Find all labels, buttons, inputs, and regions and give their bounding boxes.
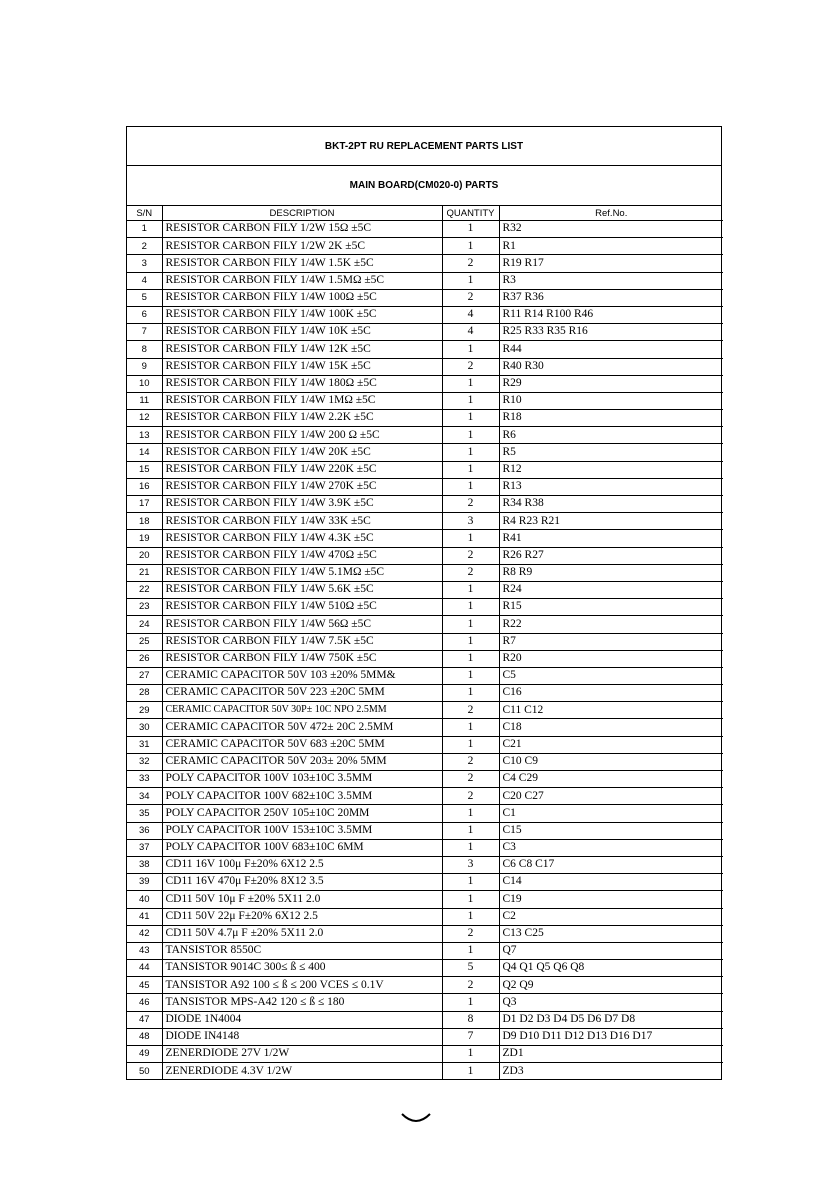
table-row [127,564,723,581]
table-row [127,667,723,684]
row-description-cell: CERAMIC CAPACITOR 50V 472± 20C 2.5MM [162,719,442,736]
table-row [127,633,723,650]
row-quantity-cell: 1 [442,667,499,684]
row-sn-cell: 44 [127,960,162,977]
row-ref-cell: R40 R30 [499,358,723,375]
row-description-cell: RESISTOR CARBON FILY 1/2W 15Ω ±5C [162,221,442,238]
row-description-cell: RESISTOR CARBON FILY 1/4W 56Ω ±5C [162,616,442,633]
row-sn-cell: 48 [127,1028,162,1045]
row-ref-cell: R15 [499,599,723,616]
row-sn-cell: 24 [127,616,162,633]
row-sn-cell: 31 [127,736,162,753]
row-quantity-cell: 5 [442,960,499,977]
table-row [127,324,723,341]
row-sn-cell: 3 [127,255,162,272]
row-quantity-cell: 2 [442,702,499,719]
row-description-cell: POLY CAPACITOR 250V 105±10C 20MM [162,805,442,822]
row-sn-cell: 29 [127,702,162,719]
row-quantity-cell: 1 [442,392,499,409]
row-ref-cell: C10 C9 [499,753,723,770]
row-ref-cell: C15 [499,822,723,839]
table-row [127,753,723,770]
table-row [127,977,723,994]
row-quantity-cell: 3 [442,513,499,530]
row-ref-cell: R25 R33 R35 R16 [499,324,723,341]
row-description-cell: RESISTOR CARBON FILY 1/4W 15K ±5C [162,358,442,375]
row-ref-cell: Q3 [499,994,723,1011]
row-quantity-cell: 4 [442,324,499,341]
section-title: MAIN BOARD(CM020-0) PARTS [127,166,721,206]
row-quantity-cell: 1 [442,633,499,650]
table-row [127,221,723,238]
row-sn-cell: 7 [127,324,162,341]
row-quantity-cell: 1 [442,874,499,891]
row-ref-cell: R18 [499,410,723,427]
row-quantity-cell: 2 [442,547,499,564]
row-description-cell: RESISTOR CARBON FILY 1/4W 10K ±5C [162,324,442,341]
row-description-cell: TANSISTOR A92 100 ≤ ß ≤ 200 VCES ≤ 0.1V [162,977,442,994]
row-description-cell: POLY CAPACITOR 100V 683±10C 6MM [162,839,442,856]
row-ref-cell: R41 [499,530,723,547]
row-ref-cell: R7 [499,633,723,650]
table-row [127,685,723,702]
row-quantity-cell: 2 [442,925,499,942]
row-description-cell: RESISTOR CARBON FILY 1/4W 270K ±5C [162,478,442,495]
row-ref-cell: C14 [499,874,723,891]
table-row [127,822,723,839]
row-quantity-cell: 1 [442,616,499,633]
row-sn-cell: 13 [127,427,162,444]
row-ref-cell: R22 [499,616,723,633]
row-quantity-cell: 2 [442,977,499,994]
row-sn-cell: 26 [127,650,162,667]
table-row [127,478,723,495]
row-description-cell: DIODE IN4148 [162,1028,442,1045]
row-ref-cell: R4 R23 R21 [499,513,723,530]
row-description-cell: RESISTOR CARBON FILY 1/4W 470Ω ±5C [162,547,442,564]
row-sn-cell: 50 [127,1063,162,1080]
row-sn-cell: 37 [127,839,162,856]
row-quantity-cell: 1 [442,478,499,495]
row-description-cell: RESISTOR CARBON FILY 1/4W 180Ω ±5C [162,375,442,392]
row-quantity-cell: 2 [442,788,499,805]
row-quantity-cell: 1 [442,341,499,358]
row-sn-cell: 46 [127,994,162,1011]
row-description-cell: RESISTOR CARBON FILY 1/4W 220K ±5C [162,461,442,478]
row-sn-cell: 10 [127,375,162,392]
row-quantity-cell: 1 [442,839,499,856]
row-quantity-cell: 2 [442,289,499,306]
row-ref-cell: R32 [499,221,723,238]
table-row [127,719,723,736]
table-row [127,702,723,719]
row-sn-cell: 12 [127,410,162,427]
row-sn-cell: 16 [127,478,162,495]
table-row [127,513,723,530]
page-curve-mark [400,1110,432,1126]
table-row [127,1063,723,1080]
row-quantity-cell: 7 [442,1028,499,1045]
row-quantity-cell: 1 [442,719,499,736]
row-sn-cell: 25 [127,633,162,650]
table-row [127,771,723,788]
table-row [127,856,723,873]
row-sn-cell: 47 [127,1011,162,1028]
row-description-cell: RESISTOR CARBON FILY 1/4W 200 Ω ±5C [162,427,442,444]
row-sn-cell: 15 [127,461,162,478]
row-quantity-cell: 1 [442,530,499,547]
row-sn-cell: 39 [127,874,162,891]
row-description-cell: DIODE 1N4004 [162,1011,442,1028]
row-ref-cell: C18 [499,719,723,736]
table-row [127,891,723,908]
column-header-ref: Ref.No. [499,206,723,221]
row-quantity-cell: 1 [442,908,499,925]
row-sn-cell: 22 [127,581,162,598]
row-quantity-cell: 1 [442,375,499,392]
row-sn-cell: 35 [127,805,162,822]
row-quantity-cell: 1 [442,599,499,616]
table-row [127,994,723,1011]
row-sn-cell: 41 [127,908,162,925]
row-ref-cell: R44 [499,341,723,358]
row-ref-cell: C19 [499,891,723,908]
row-quantity-cell: 1 [442,736,499,753]
row-quantity-cell: 4 [442,306,499,323]
table-row [127,358,723,375]
row-ref-cell: R10 [499,392,723,409]
row-description-cell: TANSISTOR 8550C [162,942,442,959]
table-row [127,496,723,513]
row-ref-cell: D9 D10 D11 D12 D13 D16 D17 [499,1028,723,1045]
parts-table [127,206,723,1079]
row-quantity-cell: 1 [442,272,499,289]
row-quantity-cell: 1 [442,805,499,822]
row-description-cell: ZENERDIODE 4.3V 1/2W [162,1063,442,1080]
row-description-cell: RESISTOR CARBON FILY 1/4W 1.5MΩ ±5C [162,272,442,289]
document-title: BKT-2PT RU REPLACEMENT PARTS LIST [127,127,721,166]
row-quantity-cell: 2 [442,753,499,770]
table-row [127,908,723,925]
row-ref-cell: R13 [499,478,723,495]
row-quantity-cell: 8 [442,1011,499,1028]
row-description-cell: RESISTOR CARBON FILY 1/4W 4.3K ±5C [162,530,442,547]
row-quantity-cell: 2 [442,255,499,272]
row-description-cell: CERAMIC CAPACITOR 50V 203± 20% 5MM [162,753,442,770]
row-sn-cell: 27 [127,667,162,684]
row-description-cell: RESISTOR CARBON FILY 1/4W 5.1MΩ ±5C [162,564,442,581]
table-row [127,530,723,547]
table-row [127,238,723,255]
row-sn-cell: 11 [127,392,162,409]
row-description-cell: CERAMIC CAPACITOR 50V 223 ±20C 5MM [162,685,442,702]
column-header-description: DESCRIPTION [162,206,442,221]
row-description-cell: TANSISTOR 9014C 300≤ ß ≤ 400 [162,960,442,977]
row-description-cell: POLY CAPACITOR 100V 682±10C 3.5MM [162,788,442,805]
row-description-cell: POLY CAPACITOR 100V 103±10C 3.5MM [162,771,442,788]
row-quantity-cell: 2 [442,564,499,581]
row-quantity-cell: 1 [442,581,499,598]
table-header-row [127,206,723,221]
row-quantity-cell: 1 [442,461,499,478]
row-description-cell: RESISTOR CARBON FILY 1/4W 5.6K ±5C [162,581,442,598]
row-ref-cell: R26 R27 [499,547,723,564]
table-row [127,599,723,616]
row-quantity-cell: 1 [442,942,499,959]
row-description-cell: RESISTOR CARBON FILY 1/4W 1.5K ±5C [162,255,442,272]
row-description-cell: RESISTOR CARBON FILY 1/4W 100Ω ±5C [162,289,442,306]
row-quantity-cell: 1 [442,238,499,255]
row-quantity-cell: 1 [442,221,499,238]
row-sn-cell: 14 [127,444,162,461]
table-row [127,650,723,667]
row-ref-cell: R3 [499,272,723,289]
row-ref-cell: R24 [499,581,723,598]
row-ref-cell: R11 R14 R100 R46 [499,306,723,323]
row-sn-cell: 40 [127,891,162,908]
row-description-cell: RESISTOR CARBON FILY 1/4W 2.2K ±5C [162,410,442,427]
row-description-cell: RESISTOR CARBON FILY 1/4W 510Ω ±5C [162,599,442,616]
row-sn-cell: 38 [127,856,162,873]
row-sn-cell: 42 [127,925,162,942]
row-ref-cell: R5 [499,444,723,461]
row-quantity-cell: 1 [442,1063,499,1080]
row-sn-cell: 8 [127,341,162,358]
table-row [127,788,723,805]
row-quantity-cell: 1 [442,994,499,1011]
table-row [127,427,723,444]
row-quantity-cell: 1 [442,410,499,427]
row-ref-cell: C20 C27 [499,788,723,805]
row-ref-cell: C13 C25 [499,925,723,942]
row-ref-cell: Q2 Q9 [499,977,723,994]
row-ref-cell: R19 R17 [499,255,723,272]
row-ref-cell: R12 [499,461,723,478]
row-description-cell: RESISTOR CARBON FILY 1/4W 750K ±5C [162,650,442,667]
table-row [127,1028,723,1045]
table-row [127,289,723,306]
row-sn-cell: 23 [127,599,162,616]
row-description-cell: CD11 50V 22μ F±20% 6X12 2.5 [162,908,442,925]
table-row [127,805,723,822]
row-sn-cell: 9 [127,358,162,375]
row-sn-cell: 6 [127,306,162,323]
table-row [127,410,723,427]
row-quantity-cell: 2 [442,771,499,788]
table-row [127,547,723,564]
row-description-cell: RESISTOR CARBON FILY 1/4W 100K ±5C [162,306,442,323]
row-ref-cell: C11 C12 [499,702,723,719]
table-row [127,306,723,323]
row-description-cell: TANSISTOR MPS-A42 120 ≤ ß ≤ 180 [162,994,442,1011]
row-sn-cell: 4 [127,272,162,289]
column-header-sn: S/N [127,206,162,221]
row-sn-cell: 17 [127,496,162,513]
parts-table-body [127,221,723,1080]
row-quantity-cell: 1 [442,444,499,461]
row-quantity-cell: 2 [442,496,499,513]
row-description-cell: CERAMIC CAPACITOR 50V 683 ±20C 5MM [162,736,442,753]
row-description-cell: RESISTOR CARBON FILY 1/4W 12K ±5C [162,341,442,358]
row-description-cell: ZENERDIODE 27V 1/2W [162,1046,442,1063]
column-header-quantity: QUANTITY [442,206,499,221]
row-ref-cell: C4 C29 [499,771,723,788]
table-row [127,255,723,272]
row-ref-cell: ZD1 [499,1046,723,1063]
row-ref-cell: R37 R36 [499,289,723,306]
row-sn-cell: 49 [127,1046,162,1063]
row-sn-cell: 43 [127,942,162,959]
row-description-cell: RESISTOR CARBON FILY 1/4W 33K ±5C [162,513,442,530]
row-description-cell: RESISTOR CARBON FILY 1/2W 2K ±5C [162,238,442,255]
row-sn-cell: 36 [127,822,162,839]
row-ref-cell: C5 [499,667,723,684]
row-ref-cell: R29 [499,375,723,392]
row-ref-cell: ZD3 [499,1063,723,1080]
row-description-cell: RESISTOR CARBON FILY 1/4W 20K ±5C [162,444,442,461]
table-row [127,375,723,392]
row-ref-cell: C6 C8 C17 [499,856,723,873]
row-quantity-cell: 1 [442,427,499,444]
table-row [127,925,723,942]
table-row [127,444,723,461]
row-ref-cell: C2 [499,908,723,925]
row-ref-cell: C21 [499,736,723,753]
table-row [127,736,723,753]
row-quantity-cell: 1 [442,891,499,908]
table-row [127,341,723,358]
row-description-cell: RESISTOR CARBON FILY 1/4W 7.5K ±5C [162,633,442,650]
row-ref-cell: Q4 Q1 Q5 Q6 Q8 [499,960,723,977]
row-ref-cell: C1 [499,805,723,822]
row-description-cell: CD11 16V 100μ F±20% 6X12 2.5 [162,856,442,873]
table-row [127,942,723,959]
row-sn-cell: 33 [127,771,162,788]
table-row [127,960,723,977]
row-description-cell: RESISTOR CARBON FILY 1/4W 3.9K ±5C [162,496,442,513]
table-row [127,272,723,289]
row-sn-cell: 30 [127,719,162,736]
row-ref-cell: R6 [499,427,723,444]
row-description-cell: CERAMIC CAPACITOR 50V 103 ±20% 5MM& [162,667,442,684]
table-row [127,616,723,633]
row-quantity-cell: 1 [442,822,499,839]
table-row [127,581,723,598]
row-description-cell: CD11 16V 470μ F±20% 8X12 3.5 [162,874,442,891]
row-ref-cell: Q7 [499,942,723,959]
table-row [127,461,723,478]
row-ref-cell: C3 [499,839,723,856]
row-sn-cell: 45 [127,977,162,994]
row-description-cell: POLY CAPACITOR 100V 153±10C 3.5MM [162,822,442,839]
row-ref-cell: R20 [499,650,723,667]
table-row [127,392,723,409]
row-description-cell: CD11 50V 10μ F ±20% 5X11 2.0 [162,891,442,908]
row-ref-cell: R1 [499,238,723,255]
parts-list-sheet [126,126,722,1080]
row-sn-cell: 20 [127,547,162,564]
row-ref-cell: D1 D2 D3 D4 D5 D6 D7 D8 [499,1011,723,1028]
row-description-cell: CD11 50V 4.7μ F ±20% 5X11 2.0 [162,925,442,942]
table-row [127,874,723,891]
row-sn-cell: 32 [127,753,162,770]
row-sn-cell: 18 [127,513,162,530]
row-quantity-cell: 1 [442,650,499,667]
row-sn-cell: 1 [127,221,162,238]
row-sn-cell: 19 [127,530,162,547]
row-sn-cell: 28 [127,685,162,702]
row-sn-cell: 2 [127,238,162,255]
row-description-cell: CERAMIC CAPACITOR 50V 30P± 10C NPO 2.5MM [162,702,442,719]
row-ref-cell: C16 [499,685,723,702]
table-row [127,1046,723,1063]
row-ref-cell: R8 R9 [499,564,723,581]
row-quantity-cell: 1 [442,685,499,702]
row-quantity-cell: 3 [442,856,499,873]
row-description-cell: RESISTOR CARBON FILY 1/4W 1MΩ ±5C [162,392,442,409]
row-quantity-cell: 2 [442,358,499,375]
row-sn-cell: 5 [127,289,162,306]
table-row [127,1011,723,1028]
row-quantity-cell: 1 [442,1046,499,1063]
row-ref-cell: R34 R38 [499,496,723,513]
row-sn-cell: 34 [127,788,162,805]
table-row [127,839,723,856]
row-sn-cell: 21 [127,564,162,581]
